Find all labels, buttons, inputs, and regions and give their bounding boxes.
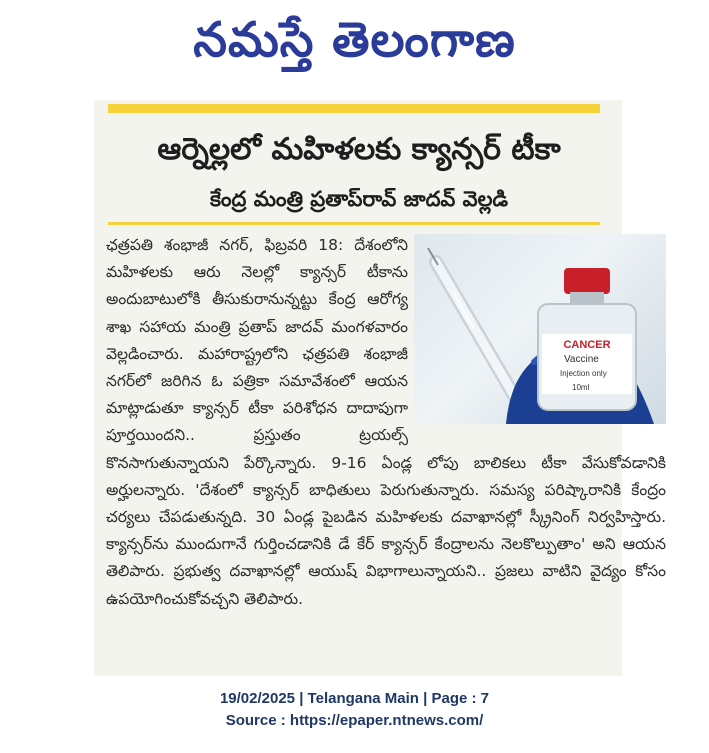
top-rule [108,104,600,113]
article-body [106,232,666,613]
vial-label-title: CANCER [563,339,611,351]
article-subheadline: కేంద్ర మంత్రి ప్రతాప్‌రావ్ జాదవ్ వెల్లడి [209,187,509,211]
article-dateline: ఛత్రపతి శంభాజీ నగర్, ఫిబ్రవరి 18: [106,236,344,254]
article-headline: ఆర్నెల్లలో మహిళలకు క్యాన్సర్ టీకా [157,132,561,167]
newspaper-masthead: నమస్తే తెలంగాణ [193,12,516,68]
headline-rule [108,222,600,225]
photo-wrap-space [408,232,666,424]
footer-source: Source : https://epaper.ntnews.com/ [225,712,484,729]
vial-label-line2: Injection only [560,369,607,378]
footer-date-page: 19/02/2025 | Telangana Main | Page : 7 [219,690,490,707]
article-body-text: దేశంలోని మహిళలకు ఆరు నెలల్లో క్యాన్సర్ టీకాను అందుబాటులోకి తీసుకురానున్నట్టు కేంద్ర ఆరోగ్య శాఖ సహాయ మంత్రి ప్రతాప్ జాదవ్ మంగళవారం వెల్లడించారు. మహారాష్ట్రలోని ఛత్రపతి శంభాజీ నగర్‌లో జరిగిన ఓ పత్రికా సమావేశంలో ఆయన మాట్లాడుతూ క్యాన్సర్ టీకా పరిశోధన దాదాపుగా పూర్తయిందని.. ప్రస్తుతం ట్రయల్స్ కొనసాగుతున్నాయని పేర్కొన్నారు. 9-16 ఏండ్ల లోపు బాలికలు టీకా వేసుకోవడానికి అర్హులన్నారు. 'దేశంలో క్యాన్సర్ బాధితులు పెరుగుతున్నారు. సమస్య పరిష్కారానికి కేంద్రం చర్యలు చేపడుతున్నది. 30 ఏండ్ల పైబడిన మహిళలకు దవాఖానల్లో స్క్రీనింగ్ నిర్వహిస్తారు. క్యాన్సర్‌ను ముందుగానే గుర్తించడానికి డే కేర్ క్యాన్సర్ కేంద్రాలను నెలకొల్పుతాం' అని ఆయన తెలిపారు. ప్రభుత్వ దవాఖానల్లో ఆయుష్ విభాగాలున్నాయని.. ప్రజలు వాటిని వైద్యం కోసం ఉపయోగించుకోవచ్చని తెలిపారు. [106,236,666,608]
vial-label-volume: 10ml [572,383,590,392]
vial-label-line1: Vaccine [564,354,599,365]
